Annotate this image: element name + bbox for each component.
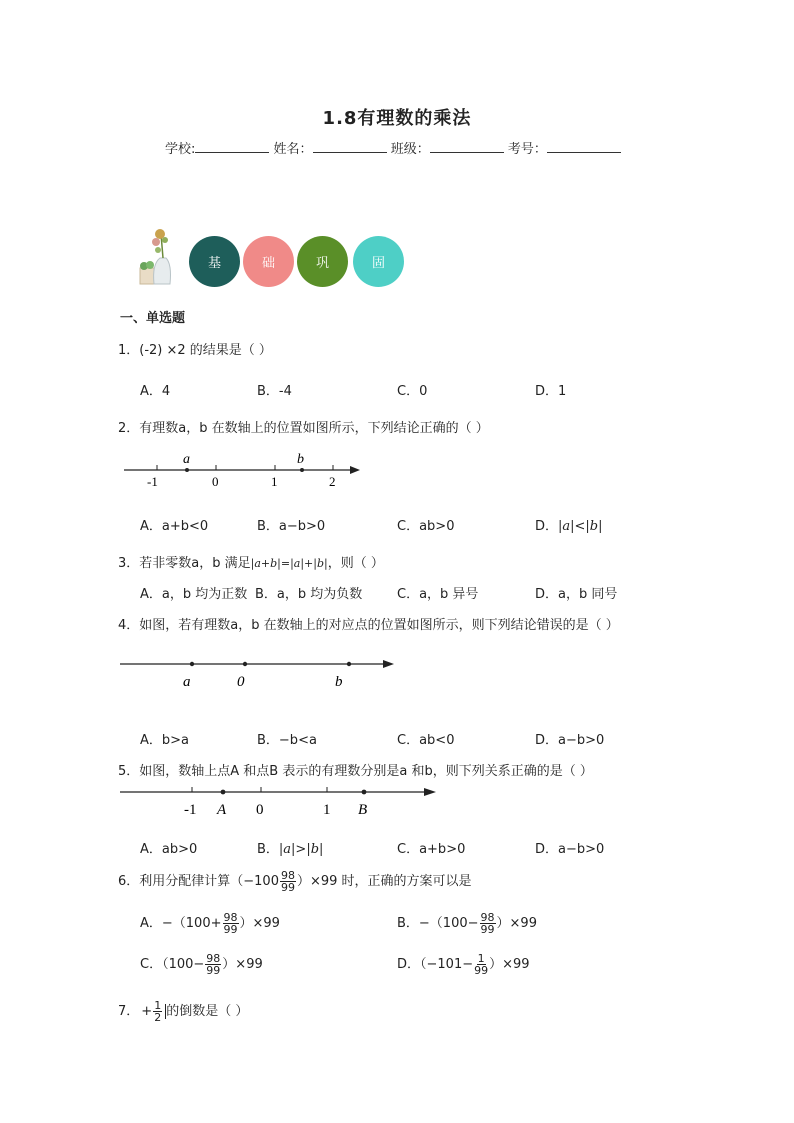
number-line-q5	[118, 782, 443, 820]
fraction-denominator: 99	[474, 964, 489, 977]
fraction-numerator: 98	[206, 952, 221, 965]
q4-option-a[interactable]: A．b>a	[140, 733, 190, 748]
badge-circle-1	[189, 236, 240, 287]
fraction	[153, 1000, 162, 1023]
stem-text: ）×99 时，正确的方案可以是	[296, 874, 472, 889]
question-3-stem	[118, 552, 384, 571]
q3-option-d[interactable]: D．a，b 同号	[535, 587, 618, 602]
badge-label: 巩	[315, 256, 329, 271]
option-text: A．−（100+	[140, 916, 222, 931]
fraction-denominator: 2	[154, 1011, 162, 1024]
option-prefix: B．	[257, 842, 279, 857]
name-label: 姓名：	[273, 142, 313, 157]
option-text: ）×99	[496, 916, 537, 931]
badge-circle-4	[353, 236, 404, 287]
point-a-label: a	[183, 452, 190, 467]
q2-option-d[interactable]	[535, 515, 603, 534]
stem-text: ，则（ ）	[327, 556, 384, 571]
q3-option-b[interactable]: B．a，b 均为负数	[255, 587, 363, 602]
sign: +	[141, 1004, 153, 1019]
q2-option-c[interactable]: C．ab>0	[397, 519, 455, 534]
question-7-stem	[118, 1000, 248, 1023]
class-field[interactable]	[430, 139, 504, 153]
origin-label: 0	[237, 674, 245, 690]
q1-option-d[interactable]: D．1	[535, 384, 567, 399]
flower-vase-icon	[136, 224, 182, 290]
q5-option-c[interactable]: C．a+b>0	[397, 842, 466, 857]
option-text: C．（100−	[140, 957, 205, 972]
point-b-label: b	[335, 674, 343, 690]
fraction-numerator: 98	[223, 911, 238, 924]
number-line-q4	[118, 652, 403, 696]
q1-option-c[interactable]: C．0	[397, 384, 428, 399]
q5-option-b[interactable]	[257, 838, 323, 857]
point-b-label: b	[297, 452, 304, 467]
badge-label: 础	[261, 256, 275, 271]
id-label: 考号：	[507, 142, 547, 157]
stem-expr: |a+b|=|a|+|b|	[250, 557, 328, 570]
stem-text: 3．若非零数a，b 满足	[118, 556, 251, 571]
q6-option-a[interactable]	[140, 912, 280, 935]
stem-text: 6．利用分配律计算（−100	[118, 874, 279, 889]
tick-label: 2	[329, 474, 336, 489]
option-text: D．（−101−	[397, 957, 474, 972]
q3-option-a[interactable]: A．a，b 均为正数	[140, 587, 248, 602]
tick-label: 1	[323, 802, 331, 818]
id-field[interactable]	[547, 139, 621, 153]
q1-option-a[interactable]: A．4	[140, 384, 171, 399]
fraction	[223, 912, 239, 935]
section-heading: 一、单选题	[120, 311, 186, 326]
point-a-label: a	[183, 674, 191, 690]
question-4-stem: 4．如图，若有理数a，b 在数轴上的对应点的位置如图所示，则下列结论错误的是（ ）	[118, 618, 619, 633]
option-expr: |a|<|b|	[558, 519, 603, 534]
badge-circle-3	[297, 236, 348, 287]
question-6-stem	[118, 870, 472, 893]
q6-option-c[interactable]	[140, 953, 263, 976]
fraction-numerator: 98	[480, 911, 495, 924]
question-5-stem: 5．如图，数轴上点A 和点B 表示的有理数分别是a 和b，则下列关系正确的是（ ）	[118, 764, 593, 779]
tick-label: -1	[184, 802, 197, 818]
fraction	[480, 912, 496, 935]
point-a-label: A	[217, 802, 227, 818]
school-label: 学校:	[165, 142, 196, 157]
q4-option-b[interactable]: B．−b<a	[257, 733, 317, 748]
stem-text: 的倒数是（ ）	[166, 1004, 249, 1019]
option-prefix: D．	[535, 519, 559, 534]
fraction	[205, 953, 221, 976]
badge-label: 固	[371, 256, 385, 271]
page-title: 1.8有理数的乘法	[322, 108, 472, 129]
fraction	[280, 870, 296, 893]
fraction-numerator: 98	[280, 869, 295, 882]
q1-option-b[interactable]: B．-4	[257, 384, 292, 399]
fraction-numerator: 1	[154, 999, 162, 1012]
abs-expression	[139, 999, 166, 1024]
point-b-label: B	[358, 802, 368, 818]
stem-text: 7．	[118, 1004, 140, 1019]
school-field[interactable]	[195, 139, 269, 153]
fraction-denominator: 99	[280, 881, 295, 894]
option-text: ）×99	[222, 957, 263, 972]
tick-label: 1	[271, 474, 278, 489]
option-text: B．−（100−	[397, 916, 479, 931]
name-field[interactable]	[313, 139, 387, 153]
fraction-denominator: 99	[480, 923, 495, 936]
q5-option-d[interactable]: D．a−b>0	[535, 842, 605, 857]
question-2-stem: 2．有理数a，b 在数轴上的位置如图所示，下列结论正确的（ ）	[118, 421, 489, 436]
number-line-q2	[120, 448, 370, 490]
class-label: 班级：	[390, 142, 430, 157]
question-1-stem: 1．(-2) ×2 的结果是（ ）	[118, 343, 272, 358]
option-expr: |a|>|b|	[278, 842, 324, 857]
q3-option-c[interactable]: C．a，b 异号	[397, 587, 479, 602]
badge-circle-2	[243, 236, 294, 287]
option-text: ）×99	[489, 957, 530, 972]
fraction-denominator: 99	[206, 964, 221, 977]
q2-option-b[interactable]: B．a−b>0	[257, 519, 326, 534]
fraction-denominator: 99	[223, 923, 238, 936]
q4-option-d[interactable]: D．a−b>0	[535, 733, 605, 748]
q5-option-a[interactable]: A．ab>0	[140, 842, 198, 857]
fraction-numerator: 1	[477, 952, 485, 965]
badge-label: 基	[207, 256, 221, 271]
tick-label: 0	[256, 802, 264, 818]
tick-label: 0	[212, 474, 219, 489]
fraction	[474, 953, 488, 976]
option-text: ）×99	[239, 916, 280, 931]
q2-option-a[interactable]: A．a+b<0	[140, 519, 209, 534]
q6-option-b[interactable]	[397, 912, 537, 935]
tick-label: -1	[147, 474, 158, 489]
student-info-line	[165, 138, 621, 157]
q4-option-c[interactable]: C．ab<0	[397, 733, 455, 748]
q6-option-d[interactable]	[397, 953, 530, 976]
